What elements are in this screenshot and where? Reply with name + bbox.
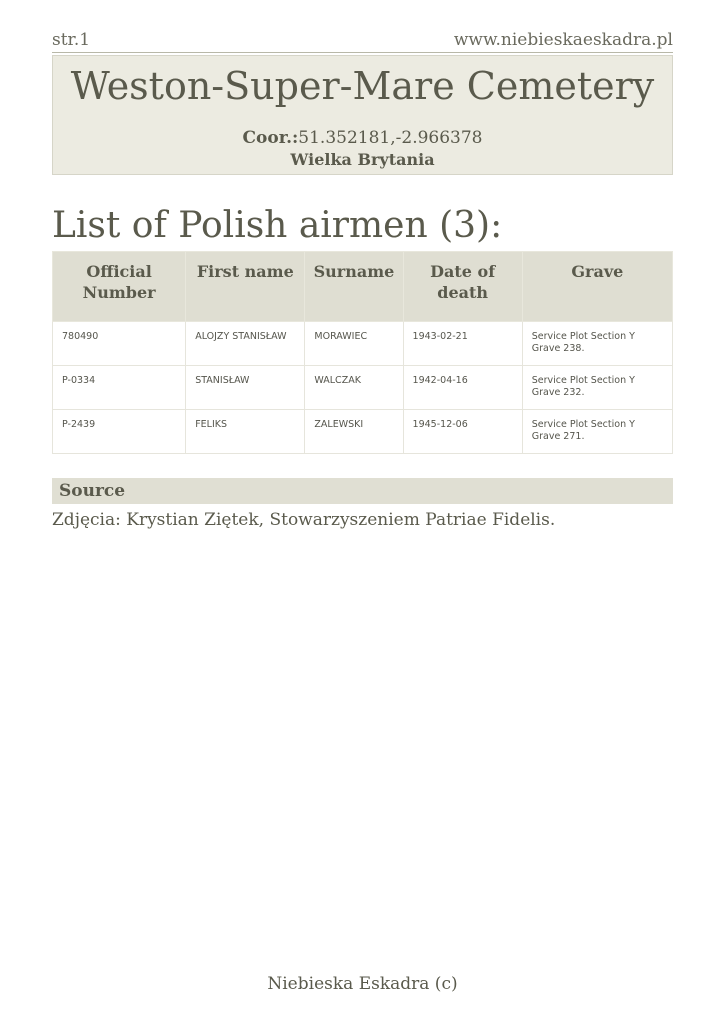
cell-first-name: ALOJZY STANISŁAW	[186, 322, 305, 366]
cell-date-of-death: 1943-02-21	[403, 322, 522, 366]
airmen-table	[52, 251, 673, 454]
cell-official-number: P-2439	[53, 410, 186, 454]
table-header-row	[53, 252, 673, 322]
cell-grave: Service Plot Section Y Grave 232.	[522, 366, 672, 410]
source-heading: Source	[59, 481, 126, 501]
cell-date-of-death: 1942-04-16	[403, 366, 522, 410]
column-header-grave: Grave	[522, 252, 672, 322]
coordinates-value: 51.352181,-2.966378	[298, 128, 483, 148]
cell-official-number: P-0334	[53, 366, 186, 410]
table-row	[53, 366, 673, 410]
page-number: str.1	[52, 30, 91, 50]
cell-official-number: 780490	[53, 322, 186, 366]
column-header-date-of-death: Date of death	[403, 252, 522, 322]
cell-surname: WALCZAK	[305, 366, 403, 410]
cell-first-name: FELIKS	[186, 410, 305, 454]
cell-first-name: STANISŁAW	[186, 366, 305, 410]
cemetery-title: Weston-Super-Mare Cemetery	[70, 64, 655, 108]
source-heading-bar	[52, 478, 673, 504]
source-text: Zdjęcia: Krystian Ziętek, Stowarzyszeniem Patriae Fidelis.	[52, 510, 556, 530]
column-header-first-name: First name	[186, 252, 305, 322]
cell-grave: Service Plot Section Y Grave 271.	[522, 410, 672, 454]
column-header-official-number: Official Number	[53, 252, 186, 322]
cell-date-of-death: 1945-12-06	[403, 410, 522, 454]
table-row	[53, 410, 673, 454]
cemetery-header	[52, 55, 673, 175]
cell-surname: MORAWIEC	[305, 322, 403, 366]
page-footer: Niebieska Eskadra (c)	[267, 974, 458, 994]
cell-surname: ZALEWSKI	[305, 410, 403, 454]
column-header-surname: Surname	[305, 252, 403, 322]
page-header	[52, 30, 673, 53]
site-url: www.niebieskaeskadra.pl	[453, 30, 673, 50]
list-heading: List of Polish airmen (3):	[52, 205, 503, 246]
country: Wielka Brytania	[290, 150, 435, 169]
cell-grave: Service Plot Section Y Grave 238.	[522, 322, 672, 366]
table-row	[53, 322, 673, 366]
coordinates-label: Coor.:	[242, 128, 299, 148]
coordinates	[53, 128, 672, 148]
